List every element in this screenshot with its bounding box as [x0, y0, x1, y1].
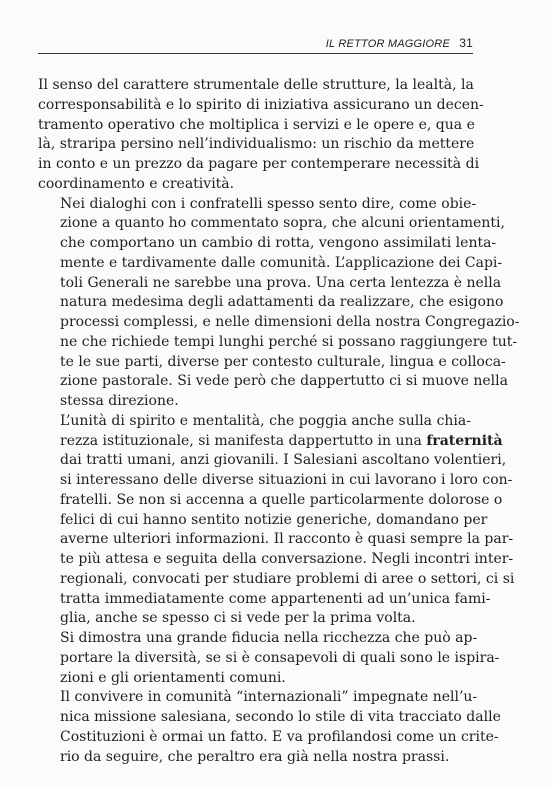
- text-line: L’unità di spirito e mentalità, che poggia anche sulla chia-: [60, 412, 471, 429]
- text-line: in conto e un prezzo da pagare per contemperare necessità di: [38, 156, 480, 172]
- text-line: rio da seguire, che peraltro era già nella nostra prassi.: [60, 748, 450, 765]
- text-line: regionali, convocati per studiare problemi di aree o settori, ci si: [60, 570, 515, 587]
- text-line: che comportano un cambio di rotta, vengono assimilati lenta-: [60, 235, 497, 251]
- text-line: Costituzioni è ormai un fatto. E va profilandosi come un crite-: [60, 728, 499, 745]
- text-line: zione a quanto ho commentato sopra, che alcuni orientamenti,: [60, 215, 505, 232]
- text-line: si interessano delle diverse situazioni in cui lavorano i loro con-: [60, 472, 513, 488]
- paragraph-1: [38, 76, 484, 195]
- header-rule: [38, 53, 473, 54]
- text-line: processi complessi, e nelle dimensioni della nostra Congregazio-: [60, 314, 520, 330]
- text-line: tratta immediatamente come appartenenti ad un’unica fami-: [60, 590, 491, 607]
- page-number: 31: [459, 36, 473, 50]
- text-line: averne ulteriori informazioni. Il racconto è quasi sempre la par-: [60, 531, 514, 548]
- text-line: glia, anche se spesso ci si vede per la prima volta.: [60, 610, 416, 627]
- text-line: te più attesa e seguita della conversazione. Negli incontri inter-: [60, 551, 514, 567]
- text-line: corresponsabilità e lo spirito di iniziativa assicurano un decen-: [38, 96, 484, 113]
- text-line: mente e tardivamente dalle comunità. L’applicazione dei Capi-: [60, 254, 503, 271]
- running-header: [38, 36, 473, 50]
- text-line: Il senso del carattere strumentale delle strutture, la lealtà, la: [38, 77, 474, 93]
- text-line-with-bold: [38, 432, 503, 452]
- text-line: nica missione salesiana, secondo lo stile di vita tracciato dalle: [60, 709, 501, 725]
- text-line: ne che richiede tempi lunghi perché si possano raggiungere tut-: [60, 333, 518, 350]
- text-line: zione pastorale. Si vede però che dappertutto ci si muove nella: [60, 373, 508, 390]
- text-line: stessa direzione.: [60, 393, 179, 409]
- paragraph-3: [38, 412, 515, 629]
- text-line: Si dimostra una grande fiducia nella ricchezza che può ap-: [60, 630, 478, 646]
- text-line: portare la diversità, se si è consapevoli di quali sono le ispira-: [60, 649, 500, 666]
- text-line: Il convivere in comunità “internazionali” impegnate nell’u-: [60, 689, 478, 706]
- text-line: toli Generali ne sarebbe una prova. Una certa lentezza è nella: [60, 274, 502, 291]
- text-line: coordinamento e creatività.: [38, 175, 235, 192]
- text-line-part: rezza istituzionale, si manifesta dappertutto in una: [60, 432, 427, 449]
- paragraph-4: [38, 629, 500, 688]
- text-line: felici di cui hanno sentito notizie generiche, domandano per: [60, 511, 488, 528]
- paragraph-2: [38, 195, 520, 412]
- text-line: zioni e gli orientamenti comuni.: [60, 669, 286, 686]
- text-line: là, straripa persino nell’individualismo: un rischio da mettere: [38, 136, 475, 153]
- paragraph-5: [38, 688, 501, 767]
- text-line: te le sue parti, diverse per contesto culturale, lingua e colloca-: [60, 353, 506, 370]
- body-text: [38, 76, 520, 767]
- text-line: fratelli. Se non si accenna a quelle particolarmente dolorose o: [60, 491, 503, 508]
- text-line: dai tratti umani, anzi giovanili. I Salesiani ascoltano volentieri,: [60, 452, 507, 469]
- text-line: natura medesima degli adattamenti da realizzare, che esigono: [60, 294, 504, 311]
- emphasized-word: fraternità: [426, 432, 503, 449]
- text-line: tramento operativo che moltiplica i servizi e le opere e, qua e: [38, 116, 475, 133]
- running-title: IL RETTOR MAGGIORE: [325, 38, 450, 50]
- text-line: Nei dialoghi con i confratelli spesso sento dire, come obie-: [60, 195, 477, 212]
